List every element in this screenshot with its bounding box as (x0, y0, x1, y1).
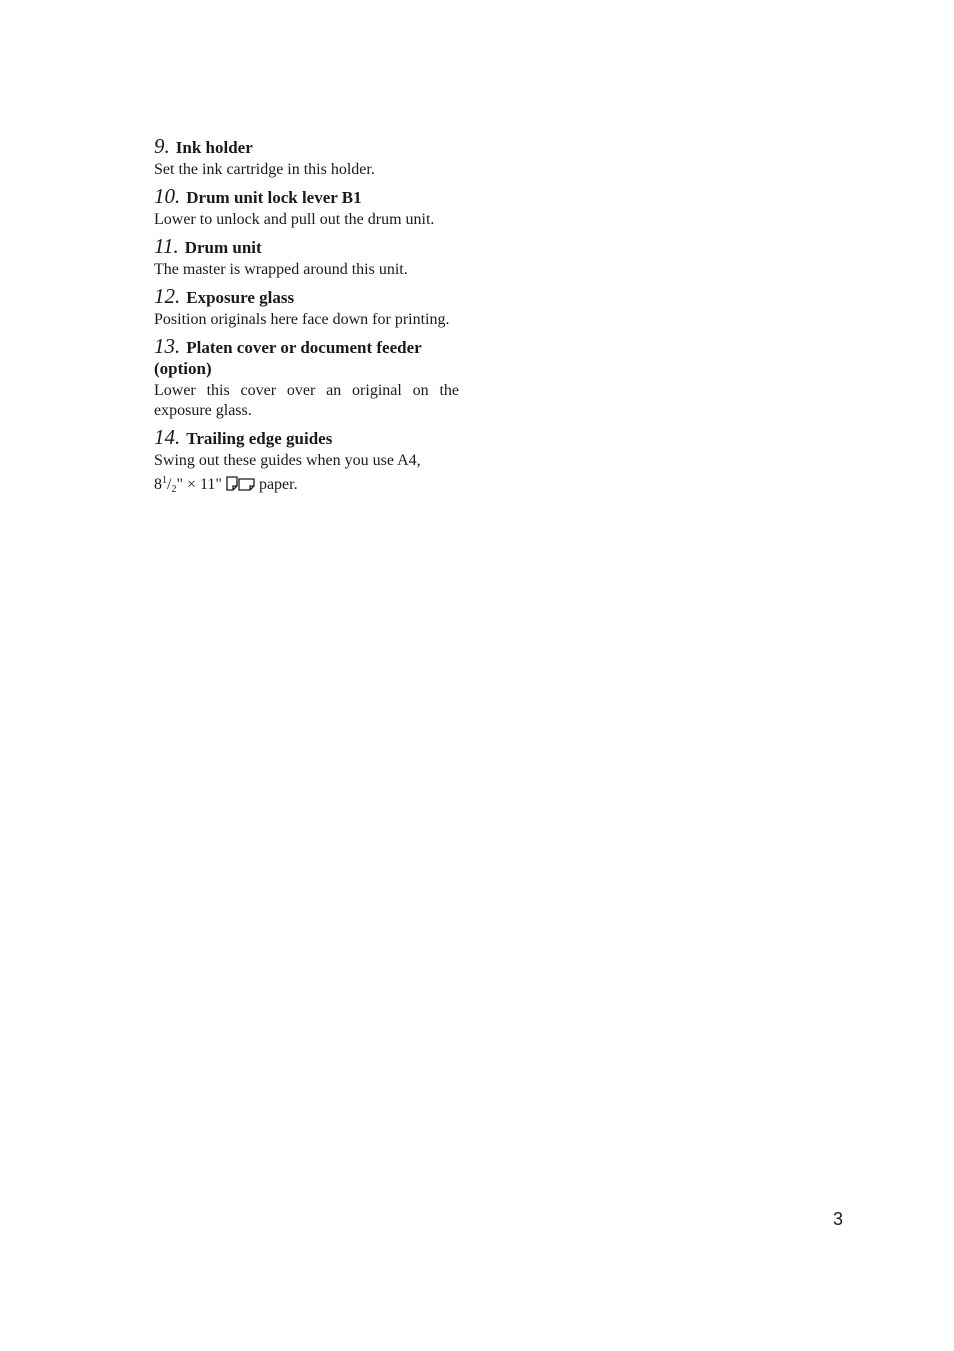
item-number: 10. (154, 184, 181, 208)
item-title: Drum unit (184, 238, 262, 257)
item-number: 13. (154, 334, 181, 358)
item-number: 11. (154, 234, 179, 258)
portrait-paper-icon (226, 476, 238, 497)
item-heading (154, 336, 459, 379)
item-description: Set the ink cartridge in this holder. (154, 161, 375, 178)
item-number: 12. (154, 284, 181, 308)
item-title: Exposure glass (186, 288, 295, 307)
landscape-paper-icon (238, 477, 255, 497)
item-description-line: Swing out these guides when you use A4, (154, 452, 421, 469)
list-item (154, 186, 459, 230)
list-item (154, 136, 459, 180)
item-description: Position originals here face down for printing. (154, 311, 450, 328)
paper-size-whole: 8 (154, 476, 162, 493)
item-heading (154, 136, 459, 158)
item-title: Ink holder (175, 138, 253, 157)
item-heading (154, 236, 459, 258)
list-item (154, 286, 459, 330)
item-heading (154, 286, 459, 308)
item-description: The master is wrapped around this unit. (154, 261, 408, 278)
item-number: 9. (154, 134, 170, 158)
item-description-end: paper. (258, 476, 298, 493)
paper-size-denominator: 2 (171, 484, 177, 495)
item-number: 14. (154, 425, 181, 449)
list-item (154, 427, 459, 500)
item-title: Trailing edge guides (186, 429, 333, 448)
item-title: Platen cover or document feeder (option) (154, 338, 422, 378)
item-description: Lower this cover over an original on the exposure glass. (154, 382, 459, 419)
item-description (154, 451, 459, 500)
list-item (154, 236, 459, 280)
item-heading (154, 186, 459, 208)
paper-size-rest: " × 11" (176, 476, 222, 493)
list-item (154, 336, 459, 421)
item-title: Drum unit lock lever B1 (186, 188, 362, 207)
paper-size-slash: / (167, 476, 172, 493)
item-description: Lower to unlock and pull out the drum unit. (154, 211, 435, 228)
item-heading (154, 427, 459, 449)
item-list (154, 136, 459, 506)
page-number: 3 (833, 1209, 844, 1229)
paper-size-numerator: 1 (162, 475, 167, 486)
